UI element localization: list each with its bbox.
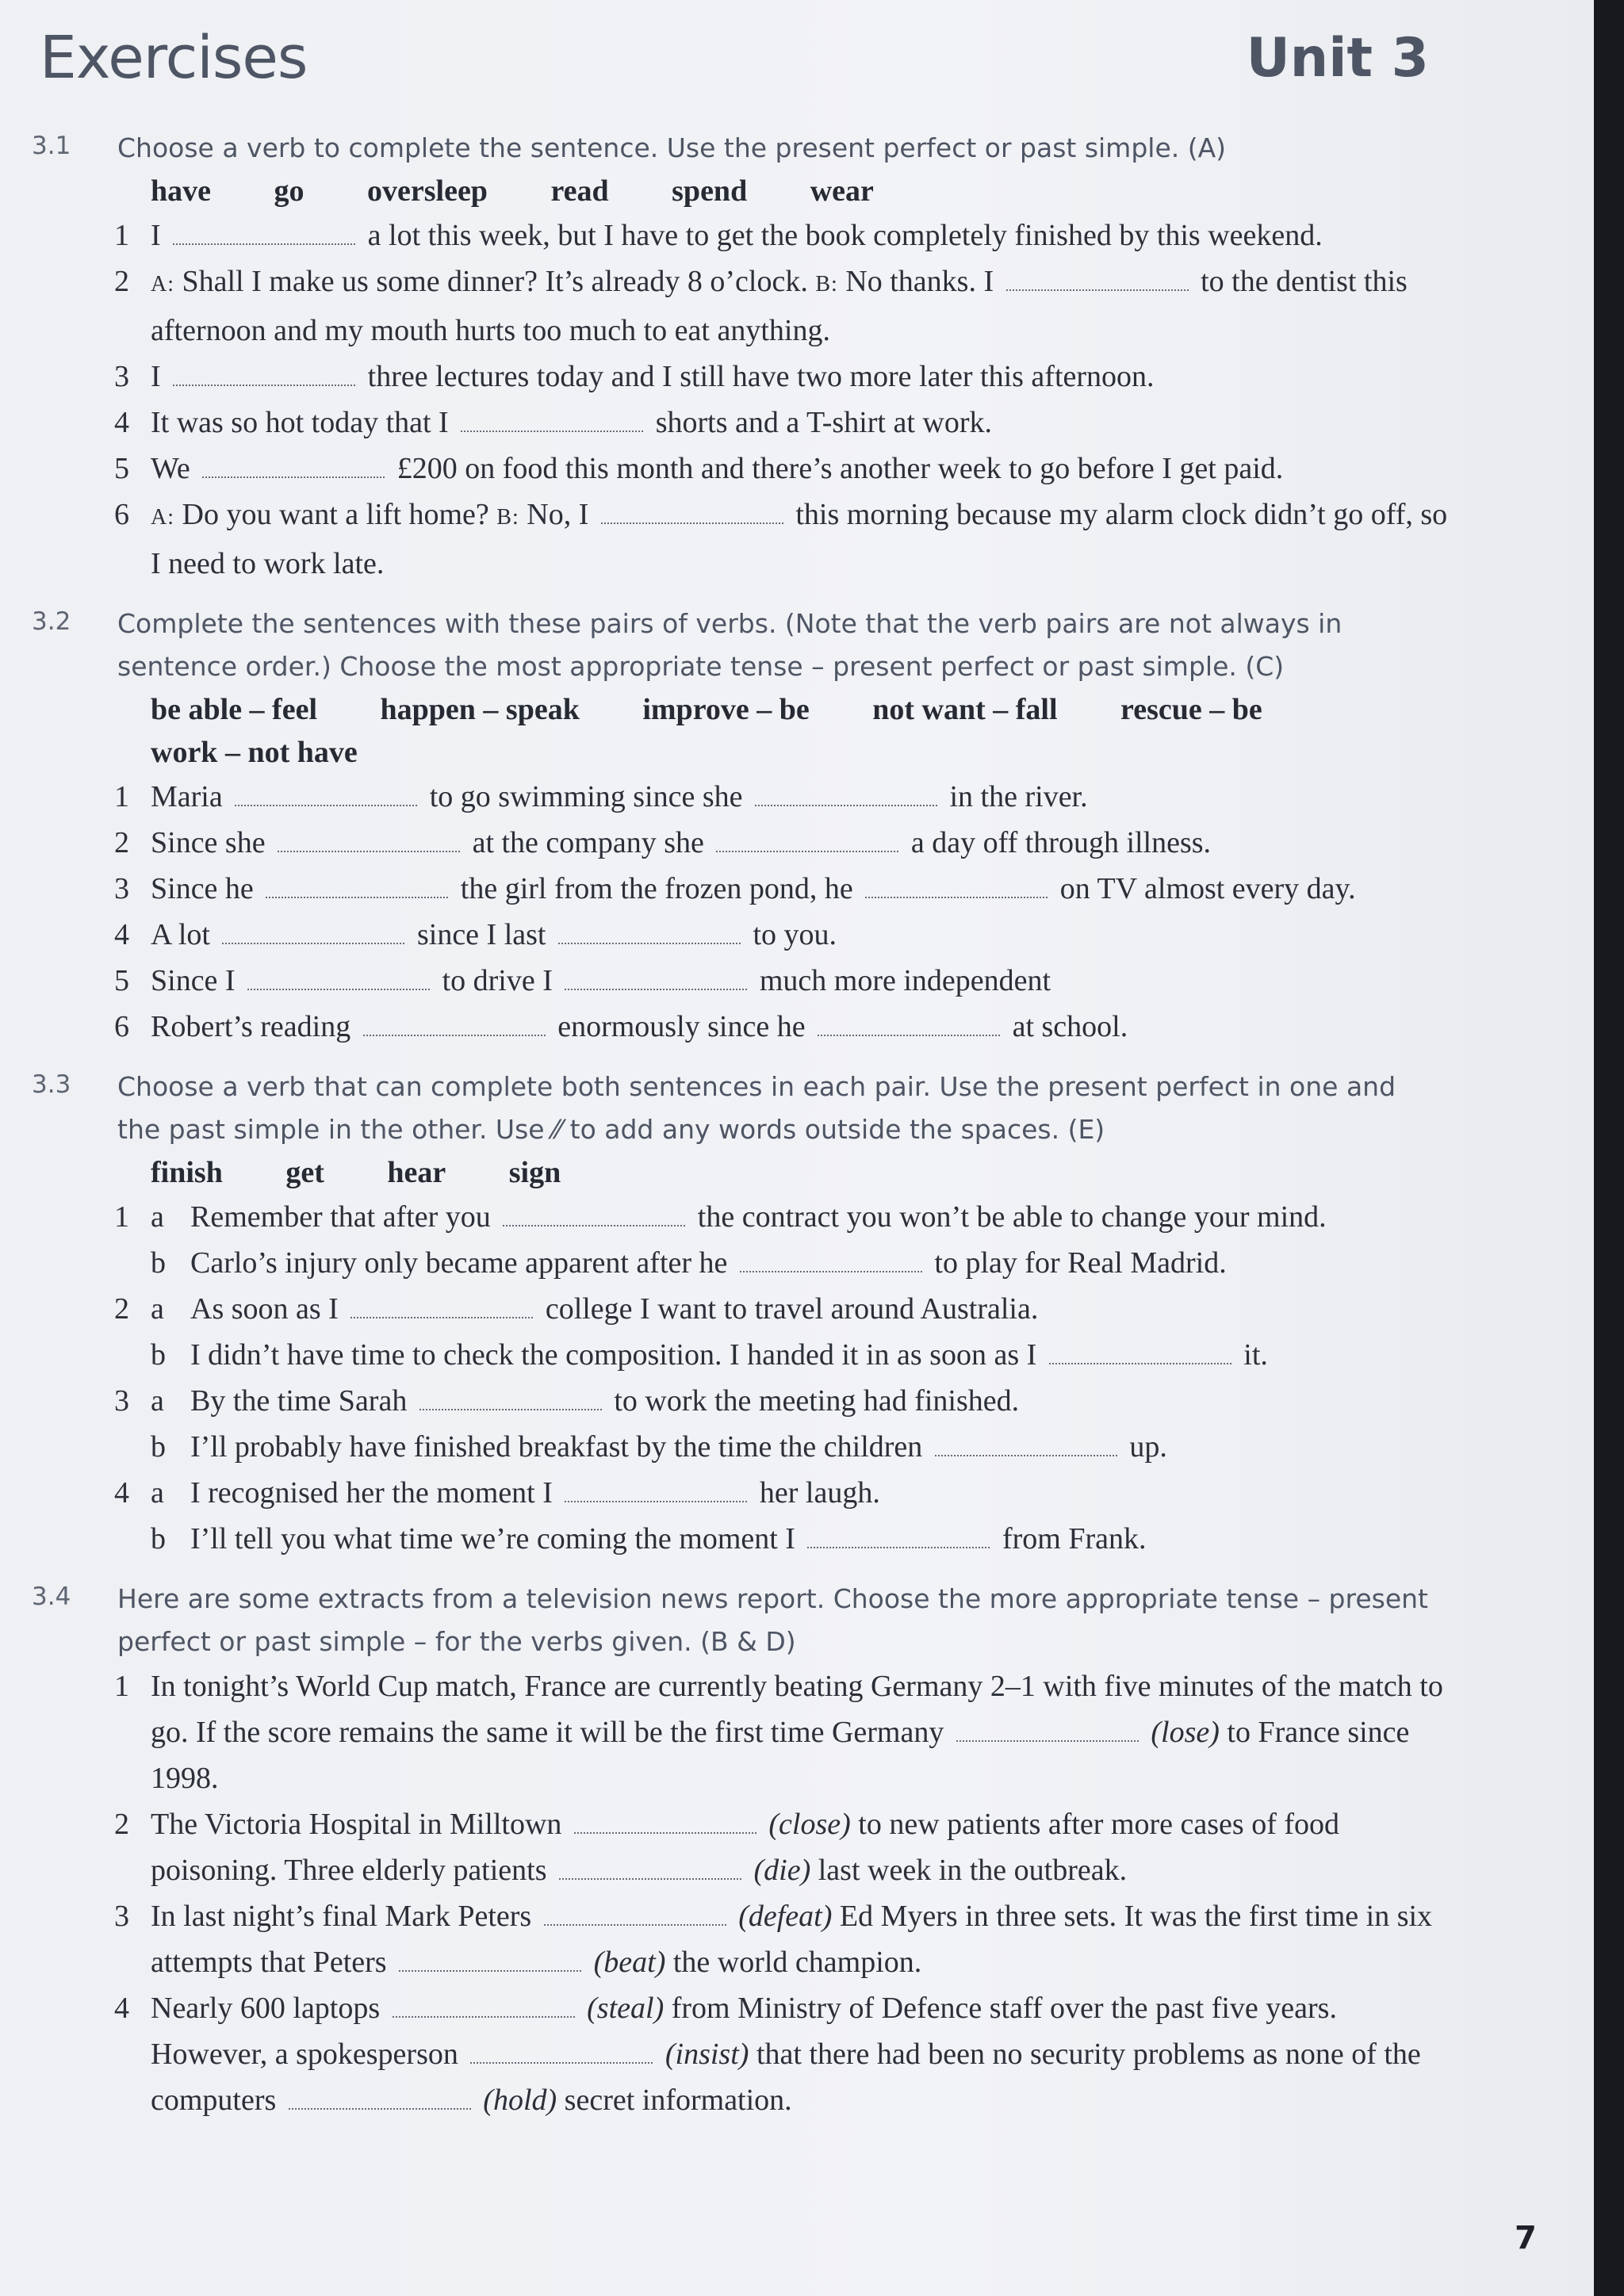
question-line	[190, 1332, 1451, 1378]
question-number: 4	[114, 406, 129, 439]
question	[114, 1378, 1451, 1424]
exercise-3-2	[0, 603, 1475, 1050]
question-text: a lot this week, but I have to get the book completely finished by this weekend.	[367, 219, 1323, 252]
question-number: 1	[114, 219, 129, 252]
question-text: since I last	[416, 918, 546, 951]
question	[114, 1194, 1451, 1240]
speaker-label: B:	[815, 272, 838, 297]
answer-blank[interactable]	[350, 1287, 533, 1318]
answer-blank[interactable]	[419, 1379, 602, 1410]
verb-prompt: (steal)	[587, 1992, 665, 2025]
question-text: Nearly 600 laptops	[151, 1992, 381, 2025]
exercise-instruction: Choose a verb to complete the sentence. Use the present perfect or past simple. (A)	[117, 132, 1227, 163]
word-option: rescue – be	[1120, 693, 1262, 726]
question-text: the girl from the frozen pond, he	[460, 872, 853, 905]
question-text: the contract you won’t be able to change your mind.	[697, 1200, 1327, 1234]
question-line	[190, 1286, 1451, 1332]
question-number: 3	[114, 1384, 129, 1418]
question-number: 1	[114, 1200, 129, 1234]
word-option: read	[550, 174, 609, 208]
question	[151, 1332, 1451, 1378]
question-text: enormously since he	[557, 1010, 806, 1043]
caret-symbol: ⁄⁄	[553, 1114, 562, 1145]
answer-blank[interactable]	[399, 1940, 581, 1972]
page-edge-shadow	[1594, 0, 1624, 2296]
verb-prompt: (beat)	[593, 1946, 666, 1979]
word-option: get	[285, 1156, 324, 1189]
question-text: it.	[1243, 1338, 1268, 1372]
question	[151, 1240, 1451, 1286]
answer-blank[interactable]	[559, 1848, 741, 1880]
answer-blank[interactable]	[202, 446, 385, 478]
exercise-number: 3.4	[32, 1582, 71, 1611]
question-number: 2	[114, 265, 129, 298]
question-text: college I want to travel around Australia.	[545, 1292, 1039, 1326]
question-text: last week in the outbreak.	[818, 1854, 1128, 1887]
question-text: in the river.	[949, 780, 1088, 813]
instruction-text: Choose a verb that can complete both sentences in each pair. Use the present perfect in one and the past simple in the other. Use	[117, 1071, 1396, 1145]
exercises-content	[0, 127, 1475, 2139]
answer-blank[interactable]	[935, 1425, 1117, 1456]
question-line	[190, 1424, 1451, 1470]
question-line	[190, 1470, 1451, 1516]
question	[114, 866, 1451, 912]
answer-blank[interactable]	[393, 1986, 575, 2018]
question	[151, 1516, 1451, 1562]
word-option: oversleep	[367, 174, 488, 208]
question-text: that there had been no security problems as none of the computers	[151, 2038, 1421, 2117]
question	[114, 1663, 1451, 1801]
question-text: three lectures today and I still have two more later this afternoon.	[367, 360, 1155, 393]
question	[114, 258, 1451, 354]
speaker-label: B:	[496, 505, 519, 530]
question-text: from Ministry of Defence staff over the past five years. However, a spokesperson	[151, 1992, 1337, 2071]
sub-letter: b	[151, 1338, 166, 1372]
answer-blank[interactable]	[565, 1471, 747, 1502]
page-number: 7	[1515, 2220, 1537, 2256]
question-text: Since he	[151, 872, 254, 905]
word-box	[151, 170, 1451, 212]
question-number: 4	[114, 1476, 129, 1510]
question-text: her laugh.	[759, 1476, 880, 1510]
exercise-number: 3.3	[32, 1070, 71, 1099]
sub-letter: a	[151, 1476, 164, 1510]
question-text: Carlo’s injury only became apparent after he	[190, 1246, 728, 1280]
question-number: 6	[114, 498, 129, 531]
question-text: A lot	[151, 918, 210, 951]
question-text: It was so hot today that I	[151, 406, 449, 439]
question-text: The Victoria Hospital in Milltown	[151, 1808, 562, 1841]
word-option: finish	[151, 1156, 223, 1189]
question-text: this morning because my alarm clock didn’t go off, so I need to work late.	[151, 498, 1448, 580]
question	[114, 212, 1451, 258]
question-text: to play for Real Madrid.	[934, 1246, 1227, 1280]
word-box	[151, 1151, 1451, 1194]
question-number: 3	[114, 872, 129, 905]
question-number: 1	[114, 780, 129, 813]
answer-blank[interactable]	[818, 1004, 1000, 1036]
answer-blank[interactable]	[247, 959, 430, 990]
verb-prompt: (close)	[768, 1808, 851, 1841]
question-text: to go swimming since she	[429, 780, 743, 813]
question	[114, 912, 1451, 958]
question-number: 3	[114, 360, 129, 393]
question-line	[190, 1240, 1451, 1286]
answer-blank[interactable]	[173, 213, 355, 245]
answer-blank[interactable]	[865, 867, 1048, 898]
answer-blank[interactable]	[755, 775, 937, 806]
answer-blank[interactable]	[289, 2078, 471, 2110]
question-number: 5	[114, 964, 129, 997]
question-line	[190, 1378, 1451, 1424]
question-text: No thanks. I	[845, 265, 994, 298]
question-text: at school.	[1012, 1010, 1128, 1043]
sub-letter: a	[151, 1384, 164, 1418]
answer-blank[interactable]	[1006, 259, 1189, 291]
question-number: 1	[114, 1670, 129, 1703]
speaker-label: A:	[151, 272, 174, 297]
answer-blank[interactable]	[173, 354, 355, 386]
answer-blank[interactable]	[544, 1894, 726, 1926]
word-option: spend	[672, 174, 748, 208]
question-text: from Frank.	[1002, 1522, 1147, 1556]
question	[114, 1470, 1451, 1516]
question	[114, 354, 1451, 400]
question-text: to work the meeting had finished.	[614, 1384, 1020, 1418]
question	[114, 774, 1451, 820]
question-text: I’ll tell you what time we’re coming the moment I	[190, 1522, 795, 1556]
question-text: Since I	[151, 964, 236, 997]
question-text: to new patients after more cases of food poisoning. Three elderly patients	[151, 1808, 1340, 1887]
verb-prompt: (insist)	[665, 2038, 749, 2071]
question	[114, 446, 1451, 492]
exercise-3-3	[0, 1066, 1475, 1562]
question-text: much more independent	[759, 964, 1051, 997]
answer-blank[interactable]	[278, 821, 460, 852]
question-text: In tonight’s World Cup match, France are currently beating Germany 2–1 with five minutes of the match to go. If the score remains the same it will be the first time Germany	[151, 1670, 1443, 1749]
question-text: I didn’t have time to check the composition. I handed it in as soon as I	[190, 1338, 1037, 1372]
question	[114, 1801, 1451, 1893]
question-number: 2	[114, 1292, 129, 1326]
sub-letter: a	[151, 1292, 164, 1326]
speaker-label: A:	[151, 505, 174, 530]
question	[114, 492, 1451, 587]
question-text: As soon as I	[190, 1292, 339, 1326]
answer-blank[interactable]	[558, 913, 741, 944]
question	[114, 400, 1451, 446]
answer-blank[interactable]	[235, 775, 417, 806]
exercise-instruction: Here are some extracts from a television news report. Choose the more appropriate tense – present perfect or past simple – for the verbs given. (B & D)	[117, 1583, 1428, 1657]
question-number: 5	[114, 452, 129, 485]
exercise-3-4	[0, 1578, 1475, 2123]
answer-blank[interactable]	[470, 2032, 653, 2064]
question-text: Maria	[151, 780, 223, 813]
question-text: I’ll probably have finished breakfast by the time the children	[190, 1430, 923, 1464]
question-text: to you.	[753, 918, 837, 951]
question	[114, 958, 1451, 1004]
question-text: shorts and a T-shirt at work.	[655, 406, 993, 439]
answer-blank[interactable]	[1049, 1333, 1231, 1364]
question-number: 4	[114, 918, 129, 951]
question	[151, 1424, 1451, 1470]
word-option: work – not have	[151, 736, 358, 769]
answer-blank[interactable]	[461, 400, 643, 432]
question-text: a day off through illness.	[910, 826, 1212, 859]
question-number: 4	[114, 1992, 129, 2025]
question-text: to drive I	[442, 964, 553, 997]
word-option: have	[151, 174, 211, 208]
word-option: sign	[508, 1156, 561, 1189]
question-text: Shall I make us some dinner? It’s already 8 o’clock.	[182, 265, 808, 298]
word-option: hear	[387, 1156, 446, 1189]
word-box	[151, 688, 1451, 774]
question-number: 3	[114, 1900, 129, 1933]
verb-prompt: (defeat)	[738, 1900, 833, 1933]
question-text: Since she	[151, 826, 266, 859]
answer-blank[interactable]	[266, 867, 448, 898]
answer-blank[interactable]	[740, 1241, 922, 1272]
word-option: go	[274, 174, 304, 208]
word-option: happen – speak	[380, 693, 580, 726]
question-text: In last night’s final Mark Peters	[151, 1900, 532, 1933]
answer-blank[interactable]	[956, 1710, 1139, 1742]
question-text: I	[151, 360, 161, 393]
unit-label: Unit 3	[1246, 27, 1429, 90]
question-text: the world champion.	[672, 1946, 922, 1979]
answer-blank[interactable]	[807, 1517, 990, 1548]
sub-letter: a	[151, 1200, 164, 1234]
answer-blank[interactable]	[601, 492, 783, 524]
answer-blank[interactable]	[503, 1195, 685, 1226]
verb-prompt: (lose)	[1151, 1716, 1220, 1749]
question	[114, 1893, 1451, 1985]
question-text: By the time Sarah	[190, 1384, 408, 1418]
answer-blank[interactable]	[222, 913, 404, 944]
exercise-3-1	[0, 127, 1475, 587]
question-line	[190, 1194, 1451, 1240]
question-number: 6	[114, 1010, 129, 1043]
question-text: secret information.	[564, 2084, 792, 2117]
question-text: No, I	[527, 498, 589, 531]
question-text: Remember that after you	[190, 1200, 491, 1234]
question	[114, 1985, 1451, 2123]
word-option: improve – be	[642, 693, 810, 726]
question-text: on TV almost every day.	[1059, 872, 1356, 905]
question-text: Do you want a lift home?	[182, 498, 489, 531]
question-line	[190, 1516, 1451, 1562]
exercise-number: 3.2	[32, 607, 71, 636]
verb-prompt: (die)	[753, 1854, 811, 1887]
question-text: I recognised her the moment I	[190, 1476, 553, 1510]
exercise-instruction	[117, 1066, 1434, 1151]
question-number: 2	[114, 826, 129, 859]
question-text: We	[151, 452, 190, 485]
question-text: Ed Myers in three sets. It was the first time in six attempts that Peters	[151, 1900, 1433, 1979]
question-text: £200 on food this month and there’s another week to go before I get paid.	[396, 452, 1284, 485]
word-option: wear	[810, 174, 874, 208]
word-option: be able – feel	[151, 693, 318, 726]
question-text: at the company she	[472, 826, 704, 859]
answer-blank[interactable]	[574, 1802, 756, 1834]
sub-letter: b	[151, 1430, 166, 1464]
answer-blank[interactable]	[363, 1004, 546, 1036]
exercise-number: 3.1	[32, 132, 71, 160]
question	[114, 820, 1451, 866]
answer-blank[interactable]	[565, 959, 747, 990]
question-text: I	[151, 219, 161, 252]
question-text: up.	[1129, 1430, 1167, 1464]
page-title: Exercises	[40, 24, 308, 92]
question	[114, 1004, 1451, 1050]
answer-blank[interactable]	[716, 821, 898, 852]
question	[114, 1286, 1451, 1332]
question-text: to the dentist this afternoon and my mouth hurts too much to eat anything.	[151, 265, 1408, 347]
instruction-text: to add any words outside the spaces. (E)	[569, 1114, 1105, 1145]
verb-prompt: (hold)	[483, 2084, 557, 2117]
sub-letter: b	[151, 1246, 166, 1280]
sub-letter: b	[151, 1522, 166, 1556]
exercise-instruction: Complete the sentences with these pairs of verbs. (Note that the verb pairs are not always in sentence order.) Choose the most appropriate tense – present perfect or past simple. (C)	[117, 608, 1342, 682]
word-option: not want – fall	[872, 693, 1058, 726]
question-text: to France since 1998.	[151, 1716, 1410, 1795]
question-number: 2	[114, 1808, 129, 1841]
question-text: Robert’s reading	[151, 1010, 351, 1043]
